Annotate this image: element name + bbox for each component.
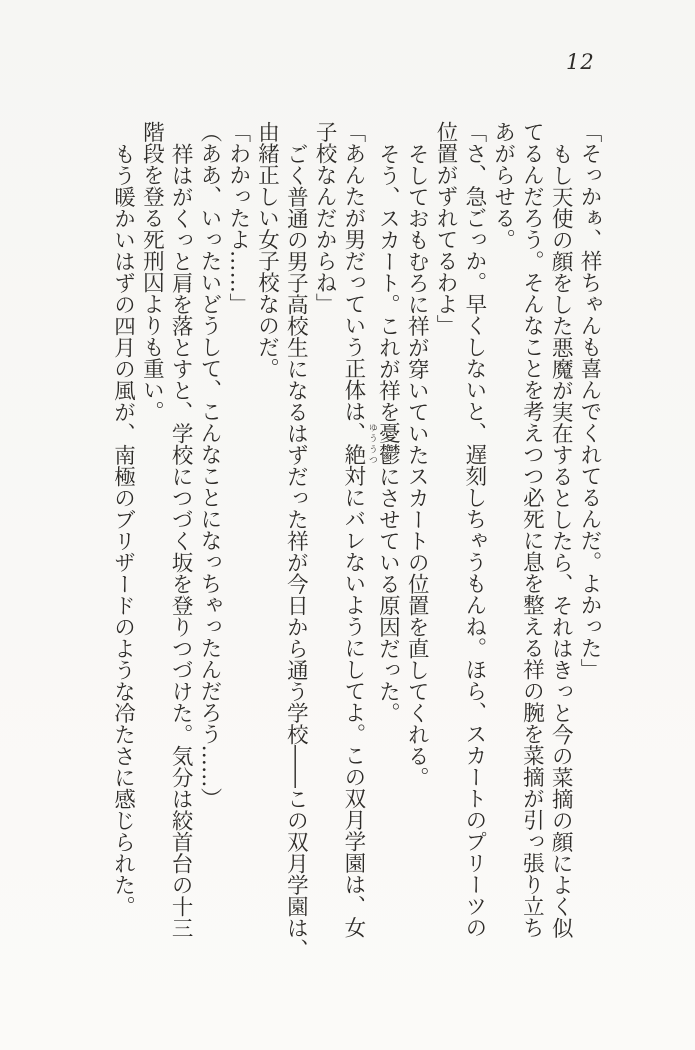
text-line: 階段を登る死刑囚よりも重い。 [139, 121, 165, 422]
text-line: てるんだろう。そんなことを考えつつ必死に息を整える祥の腕を菜摘が引っ張り立ち [519, 121, 545, 938]
text-line: 祥はがくっと肩を落とすと、学校につづく坂を登りつづけた。気分は絞首台の十三 [168, 142, 194, 938]
text-line: 「あんたが男だっていう正体は、絶対にバレないようにしてよ。この双月学園は、女 [340, 121, 366, 938]
text-line: もう暖かいはずの四月の風が、南極のブリザードのような冷たさに感じられた。 [110, 142, 136, 917]
text-line: 子校なんだからね」 [312, 121, 338, 315]
text-line: もし天使の顔をした悪魔が実在するとしたら、それはきっと今の菜摘の顔によく似 [548, 142, 574, 938]
text-line: そしておもむろに祥が穿いていたスカートの位置を直してくれる。 [404, 142, 430, 788]
text-line: 「さ、急ごっか。早くしないと、遅刻しちゃうもんね。ほら、スカートのプリーツの [461, 121, 487, 938]
text-line: 「わかったよ……」 [225, 121, 251, 315]
text-line: 由緒正しい女子校なのだ。 [254, 121, 280, 379]
page-number: 12 [566, 50, 595, 74]
furigana-ruby: 憂鬱ゆううつ [366, 422, 401, 465]
text-line: 位置がずれてるわよ」 [433, 121, 459, 336]
text-line: 「そっかぁ、祥ちゃんも喜んでくれてるんだ。よかった」 [577, 121, 602, 680]
text-line: あがらせる。 [490, 121, 516, 250]
text-line: そう、スカート。これが祥を憂鬱ゆううつにさせている原因だった。 [366, 142, 401, 723]
text-line: （ああ、いったいどうして、こんなことになっちゃったんだろう……） [196, 121, 222, 809]
text-line: ごく普通の男子高校生になるはずだった祥が今日から通う学校――この双月学園は、 [283, 142, 309, 960]
vertical-text-block [108, 121, 603, 960]
